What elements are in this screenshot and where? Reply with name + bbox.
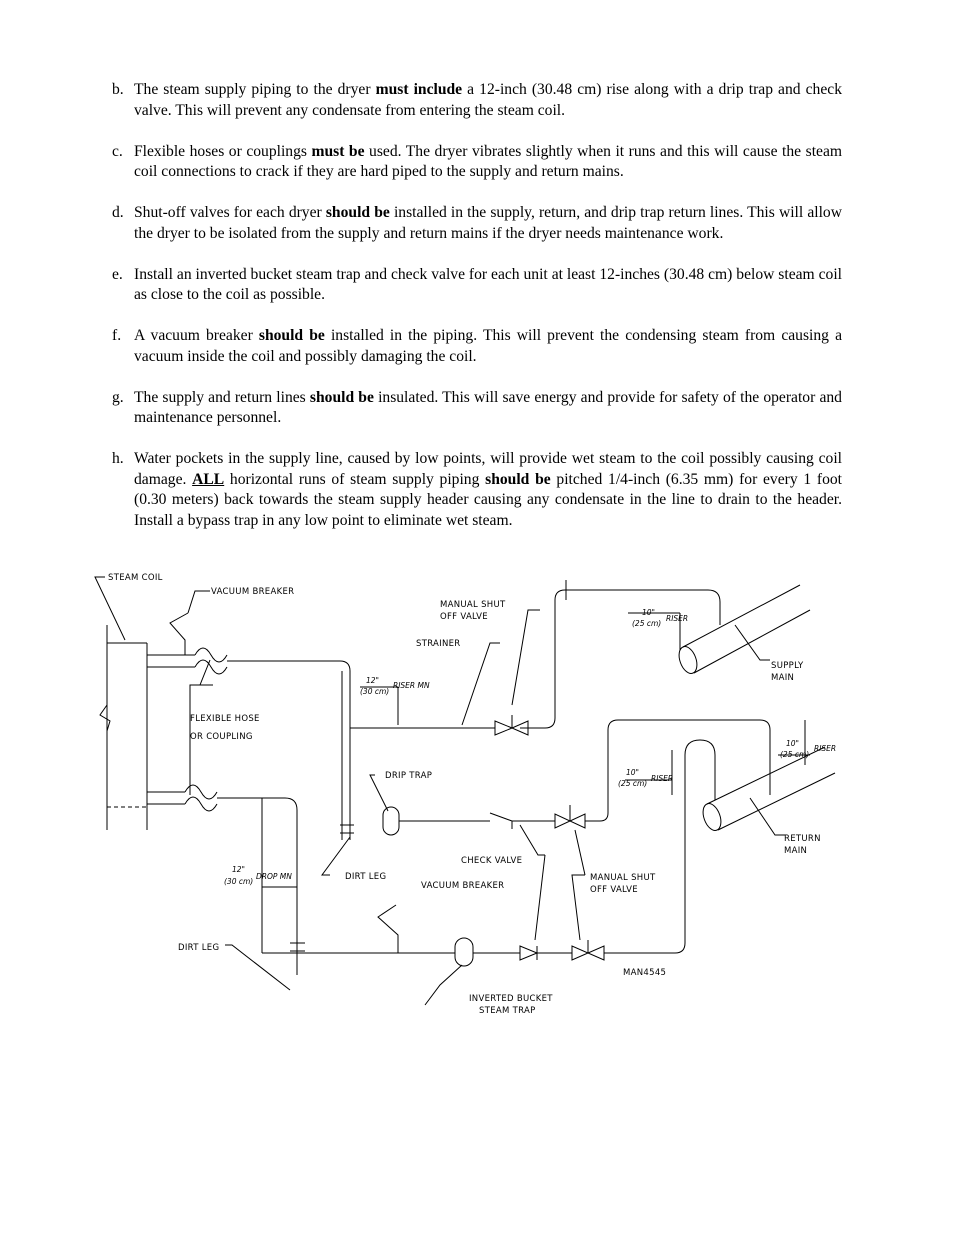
label-supply-main-1: SUPPLY: [771, 661, 804, 671]
label-riser-top-cm: (25 cm): [632, 619, 662, 628]
label-drip-trap: DRIP TRAP: [385, 771, 433, 781]
list-item: [112, 142, 842, 183]
label-riser-mid-cm: (25 cm): [618, 779, 648, 788]
return-main: [700, 747, 835, 833]
list-item: [112, 80, 842, 121]
list-item: [112, 326, 842, 367]
item-text: [134, 80, 842, 121]
item-text-segment: used. The dryer vibrates slightly when it runs and this will cause the steam coil connections to crack if they are hard piped to the supply and return mains.: [134, 142, 842, 180]
list-item: [112, 265, 842, 306]
item-letter: c.: [112, 142, 123, 160]
instruction-list: [112, 80, 842, 552]
emphasis-text: ALL: [192, 470, 225, 488]
item-text-segment: a 12-inch (30.48 cm) rise along with a drip trap and check valve. This will prevent any condensate from entering the steam coil.: [134, 81, 842, 119]
item-text-segment: A vacuum breaker: [134, 327, 259, 344]
item-letter: d.: [112, 204, 124, 221]
item-text: [134, 265, 842, 306]
item-letter: e.: [112, 265, 123, 283]
label-drop-mn-in: 12": [232, 865, 245, 874]
item-text-segment: Flexible hoses or couplings: [134, 142, 312, 160]
label-strainer: STRAINER: [416, 639, 461, 649]
label-return-main-2: MAIN: [784, 846, 808, 856]
label-riser-mid-in: 10": [626, 768, 639, 777]
vacuum-breaker-top-symbol: [170, 613, 188, 655]
label-check-valve: CHECK VALVE: [461, 856, 523, 866]
list-item: [112, 388, 842, 429]
label-riser-right: RISER: [814, 744, 837, 753]
label-flexible-hose-2: OR COUPLING: [190, 732, 253, 742]
list-item: [112, 449, 842, 531]
label-riser-mn: RISER MN: [393, 681, 430, 690]
label-manual-shut-off-bottom-1: MANUAL SHUT: [590, 873, 656, 883]
label-drawing-number: MAN4545: [623, 968, 667, 978]
item-text-segment: The supply and return lines: [134, 388, 310, 406]
emphasis-text: should be: [325, 204, 390, 221]
item-text: [134, 449, 842, 531]
label-manual-shut-off-top-2: OFF VALVE: [440, 612, 488, 622]
item-text-segment: Water pockets in the supply line, caused by low points, will provide wet steam to the coil possibly causing coil damage.: [134, 450, 842, 488]
item-text: [134, 142, 842, 183]
item-text-segment: The steam supply piping to the dryer: [134, 81, 376, 98]
item-text: [134, 388, 842, 429]
item-text-segment: pitched 1/4-inch (6.35 mm) for every 1 foot (0.30 meters) back towards the steam supply header causing any condensate in the line to drain to the header. Install a bypass trap in any low point to eliminate wet steam.: [134, 470, 842, 529]
label-dirt-leg-mid: DIRT LEG: [345, 872, 387, 882]
label-riser-right-in: 10": [786, 739, 799, 748]
label-steam-coil: STEAM COIL: [108, 573, 163, 583]
emphasis-text: should be: [309, 388, 374, 406]
item-letter: b.: [112, 81, 124, 98]
vacuum-breaker-bottom-symbol: [378, 905, 398, 953]
label-dirt-leg-left: DIRT LEG: [178, 943, 220, 953]
list-item: [112, 203, 842, 244]
steam-piping-diagram: [0, 555, 954, 1025]
item-text: [134, 326, 842, 367]
item-text-segment: installed in the piping. This will prevent the condensing steam from causing a vacuum inside the coil and possibly damaging the coil.: [134, 327, 842, 365]
item-text-segment: horizontal runs of steam supply piping: [224, 470, 486, 488]
label-riser-right-cm: (25 cm): [780, 750, 810, 759]
item-letter: h.: [112, 450, 124, 467]
item-letter: g.: [112, 388, 124, 406]
label-drop-mn: DROP MN: [256, 872, 292, 881]
item-letter: f.: [112, 327, 122, 344]
label-return-main-1: RETURN: [784, 834, 821, 844]
label-manual-shut-off-top-1: MANUAL SHUT: [440, 600, 506, 610]
label-riser-mid: RISER: [651, 774, 674, 783]
label-riser-top: RISER: [666, 614, 689, 623]
drip-trap-line: [383, 720, 770, 835]
label-drop-mn-cm: (30 cm): [224, 877, 254, 886]
emphasis-text: must be: [311, 142, 365, 160]
label-riser-mn-cm: (30 cm): [360, 687, 390, 696]
item-text: [134, 203, 842, 244]
item-text-segment: Install an inverted bucket steam trap and check valve for each unit at least 12-inches (30.48 cm) below steam coil as close to the coil as possible.: [134, 265, 842, 303]
emphasis-text: should be: [258, 327, 325, 344]
item-text-segment: installed in the supply, return, and drip trap return lines. This will allow the dryer to be isolated from the supply and return mains if the dryer needs maintenance work.: [134, 204, 842, 242]
label-flexible-hose-1: FLEXIBLE HOSE: [190, 714, 260, 724]
steam-coil: [100, 625, 147, 830]
label-vacuum-breaker-top: VACUUM BREAKER: [211, 587, 295, 597]
emphasis-text: must include: [375, 81, 463, 98]
label-manual-shut-off-bottom-2: OFF VALVE: [590, 885, 638, 895]
label-vacuum-breaker-bottom: VACUUM BREAKER: [421, 881, 505, 891]
label-inverted-bucket-2: STEAM TRAP: [479, 1006, 536, 1016]
item-text-segment: insulated. This will save energy and provide for safety of the operator and maintenance personnel.: [134, 388, 842, 426]
label-riser-mn-in: 12": [366, 676, 379, 685]
label-inverted-bucket-1: INVERTED BUCKET: [469, 994, 553, 1004]
label-riser-top-in: 10": [642, 608, 655, 617]
item-text-segment: Shut-off valves for each dryer: [134, 204, 326, 221]
label-supply-main-2: MAIN: [771, 673, 795, 683]
emphasis-text: should be: [485, 470, 551, 488]
